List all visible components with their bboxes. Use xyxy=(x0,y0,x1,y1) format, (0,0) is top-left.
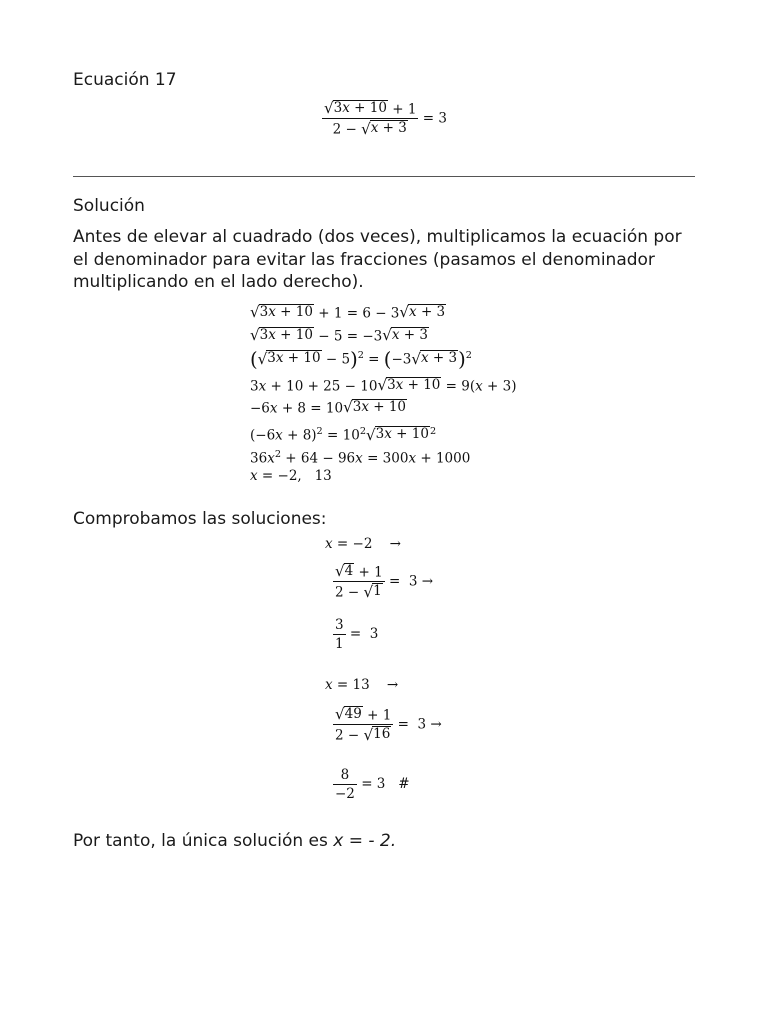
equation-heading: Ecuación 17 xyxy=(73,70,177,90)
derivation-step-6: $(-6x + 8)^2 = 10^2$ √ 3x + 10 $^2$ xyxy=(250,425,437,444)
check-13-substitution: √ 49 + 1 2 − √ 16 = 3 → xyxy=(335,705,442,744)
derivation-step-1: √ 3x + 10 + 1 = 6 − 3 √ x + 3 xyxy=(250,303,446,322)
derivation-step-7: $36x^2 + 64 - 96x = 300x + 1000$ xyxy=(250,449,471,467)
derivation-step-2: √ 3x + 10 − 5 = −3 √ x + 3 xyxy=(250,326,428,345)
derivation-step-8: x = −2, 13 xyxy=(250,468,332,484)
intro-paragraph: Antes de elevar al cuadrado (dos veces), multiplicamos la ecuación por el denominador para evitar las fracciones (pasamos el denominador multiplicando en el lado derecho). xyxy=(73,227,682,292)
check-heading: Comprobamos las soluciones: xyxy=(73,509,327,529)
check-value-13: x = 13 → xyxy=(325,677,399,693)
conclusion-answer: x = - 2. xyxy=(333,831,397,851)
check-neg2-result: $\frac{3}{1}$ = 3 xyxy=(335,617,379,652)
check-neg2-substitution: √ 4 + 1 2 − √ 1 = 3 → xyxy=(335,562,434,601)
derivation-step-4: 3x + 10 + 25 − 10 √ 3x + 10 = 9(x + 3) xyxy=(250,376,517,395)
conclusion-text: Por tanto, la única solución es xyxy=(73,831,334,851)
conclusion xyxy=(73,830,396,853)
solution-heading: Solución xyxy=(73,196,145,216)
derivation-step-5: −6x + 8 = 10 √ 3x + 10 xyxy=(250,398,407,417)
divider-line xyxy=(73,176,695,177)
derivation-step-3: ( √ 3x + 10 − 5)$^2$ = (−3 √ x + 3 )$^2$ xyxy=(250,347,472,371)
main-equation: √ 3x + 10 + 1 2 − √ x + 3 = 3 xyxy=(324,99,447,138)
check-13-result: $\frac{8}{-2}$ = 3 # xyxy=(335,767,410,802)
check-value-neg2: x = −2 → xyxy=(325,536,401,552)
